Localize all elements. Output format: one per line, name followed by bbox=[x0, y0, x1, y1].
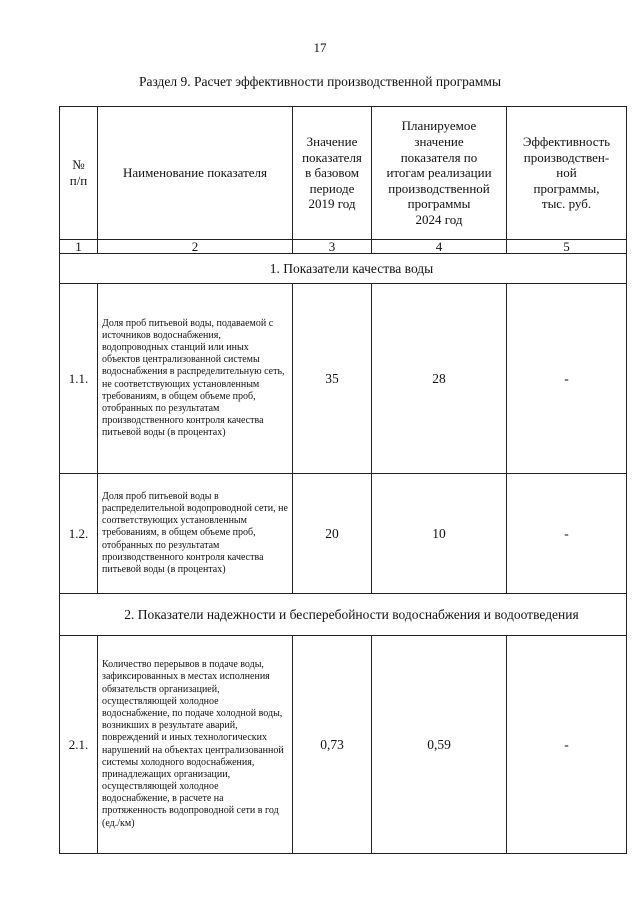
table-row bbox=[60, 474, 627, 594]
row-indicator-name: Количество перерывов в подаче воды, зафиксированных в местах исполнения обязательств организацией, осуществляющей холодное водоснабжение, по подаче холодной воды, возникших в результате аварий, повреждений и иных технологических нарушений на объектах централизованной системы холодного водоснабжения, принадлежащих организации, осуществляющей холодное водоснабжение, в расчете на протяженность водопроводной сети в год (ед./км) bbox=[98, 636, 293, 854]
header-number: № п/п bbox=[60, 107, 98, 240]
row-efficiency: - bbox=[507, 284, 627, 474]
page-number: 17 bbox=[313, 40, 327, 55]
header-row bbox=[60, 107, 627, 240]
group-row bbox=[60, 254, 627, 284]
row-planned-value: 10 bbox=[372, 474, 507, 594]
group-title-water-quality: 1. Показатели качества воды bbox=[60, 254, 627, 284]
column-number: 2 bbox=[98, 240, 293, 254]
row-number: 1.2. bbox=[60, 474, 98, 594]
table-row bbox=[60, 284, 627, 474]
row-base-value: 35 bbox=[293, 284, 372, 474]
row-indicator-name: Доля проб питьевой воды в распределительной водопроводной сети, не соответствующих установленным требованиям, в общем объеме проб, отобранных по результатам производственного контроля качества питьевой воды (в процентах) bbox=[98, 474, 293, 594]
row-planned-value: 28 bbox=[372, 284, 507, 474]
row-efficiency: - bbox=[507, 474, 627, 594]
column-number: 4 bbox=[372, 240, 507, 254]
header-base-value: Значение показателя в базовом периоде 2019 год bbox=[293, 107, 372, 240]
row-number: 2.1. bbox=[60, 636, 98, 854]
group-row bbox=[60, 594, 627, 636]
header-efficiency: Эффективность производствен- ной программы, тыс. руб. bbox=[507, 107, 627, 240]
row-number: 1.1. bbox=[60, 284, 98, 474]
row-base-value: 0,73 bbox=[293, 636, 372, 854]
header-planned-value: Планируемое значение показателя по итогам реализации производственной программы 2024 год bbox=[372, 107, 507, 240]
header-indicator-name: Наименование показателя bbox=[98, 107, 293, 240]
column-number: 1 bbox=[60, 240, 98, 254]
row-base-value: 20 bbox=[293, 474, 372, 594]
group-title-reliability: 2. Показатели надежности и бесперебойности водоснабжения и водоотведения bbox=[60, 594, 627, 636]
row-indicator-name: Доля проб питьевой воды, подаваемой с источников водоснабжения, водопроводных станций или иных объектов централизованной системы водоснабжения в распределительную сеть, не соответствующих установленным требованиям, в общем объеме проб, отобранных по результатам производственного контроля качества питьевой воды (в процентах) bbox=[98, 284, 293, 474]
efficiency-table bbox=[59, 106, 627, 854]
row-efficiency: - bbox=[507, 636, 627, 854]
column-number-row bbox=[60, 240, 627, 254]
row-planned-value: 0,59 bbox=[372, 636, 507, 854]
column-number: 5 bbox=[507, 240, 627, 254]
section-title: Раздел 9. Расчет эффективности производственной программы bbox=[138, 74, 502, 89]
table-row bbox=[60, 636, 627, 854]
column-number: 3 bbox=[293, 240, 372, 254]
